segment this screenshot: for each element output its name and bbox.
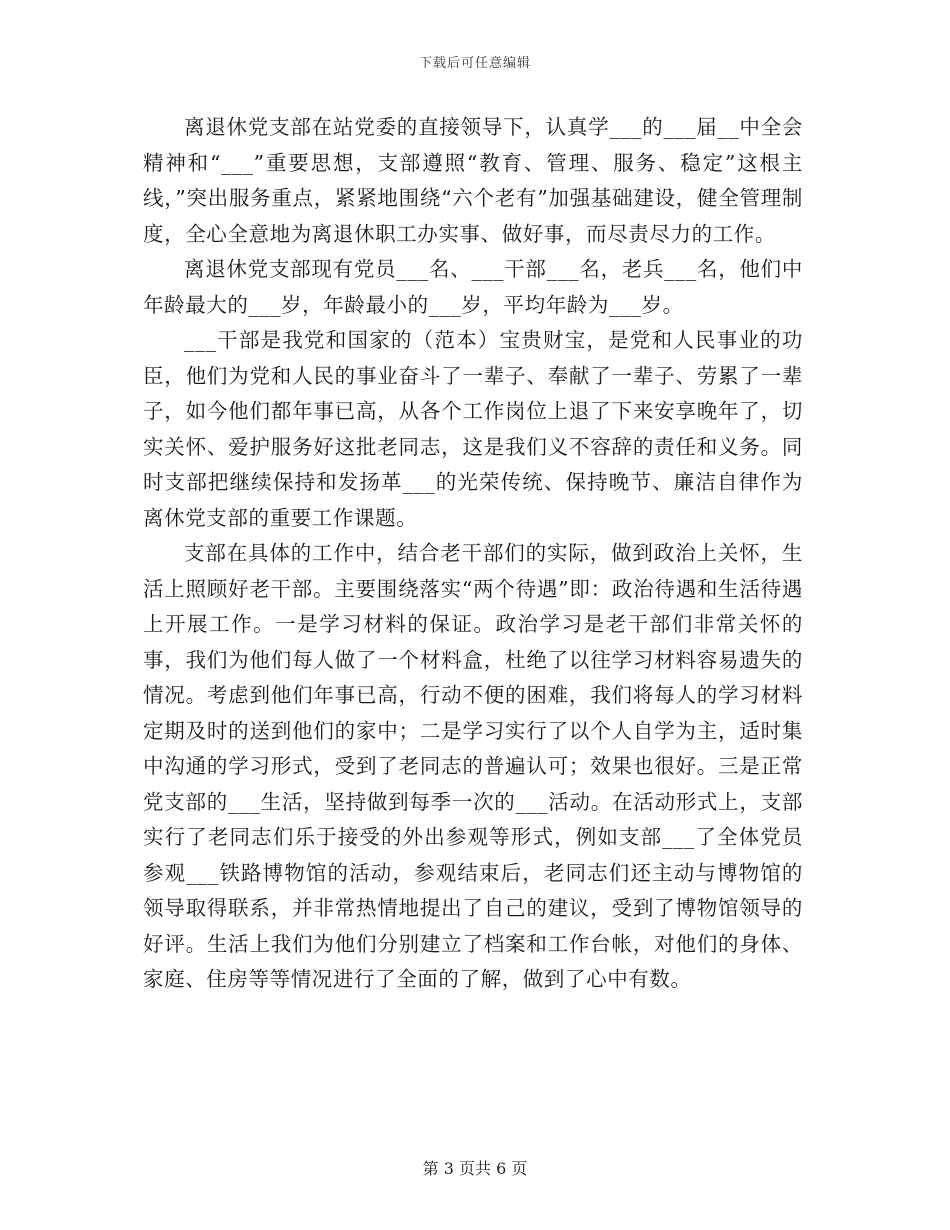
paragraph-4: 支部在具体的工作中，结合老干部们的实际，做到政治上关怀，生活上照顾好老干部。主要围绕落实“两个待遇”即：政治待遇和生活待遇上开展工作。一是学习材料的保证。政治学习是老干部们非常关怀的事，我们为他们每人做了一个材料盒，杜绝了以往学习材料容易遗失的情况。考虑到他们年事已高，行动不便的困难，我们将每人的学习材料定期及时的送到他们的家中；二是学习实行了以个人自学为主，适时集中沟通的学习形式，受到了老同志的普遍认可；效果也很好。三是正常党支部的___生活，坚持做到每季一次的___活动。在活动形式上，支部实行了老同志们乐于接受的外出参观等形式，例如支部___了全体党员参观___铁路博物馆的活动，参观结束后，老同志们还主动与博物馆的领导取得联系，并非常热情地提出了自己的建议，受到了博物馆领导的好评。生活上我们为他们分别建立了档案和工作台帐，对他们的身体、家庭、住房等等情况进行了全面的了解，做到了心中有数。	[143, 541, 803, 991]
page-header: 下载后可任意编辑	[418, 56, 531, 71]
document-body	[143, 110, 803, 998]
paragraph-2: 离退休党支部现有党员___名、___干部___名，老兵___名，他们中年龄最大的___岁，年龄最小的___岁，平均年龄为___岁。	[143, 257, 803, 317]
paragraph-1: 离退休党支部在站党委的直接领导下，认真学___的___届__中全会精神和“___”重要思想，支部遵照“教育、管理、服务、稳定”这根主线，”突出服务重点，紧紧地围绕“六个老有”加强基础建设，健全管理制度，全心全意地为离退休职工办实事、做好事，而尽责尽力的工作。	[143, 115, 803, 246]
page-number-footer: 第 3 页共 6 页	[422, 1159, 528, 1178]
paragraph-3: ___干部是我党和国家的（范本）宝贵财宝，是党和人民事业的功臣，他们为党和人民的事业奋斗了一辈子、奉献了一辈子、劳累了一辈子，如今他们都年事已高，从各个工作岗位上退了下来安享晚年了，切实关怀、爱护服务好这批老同志，这是我们义不容辞的责任和义务。同时支部把继续保持和发扬革___的光荣传统、保持晚节、廉洁自律作为离休党支部的重要工作课题。	[143, 328, 803, 530]
